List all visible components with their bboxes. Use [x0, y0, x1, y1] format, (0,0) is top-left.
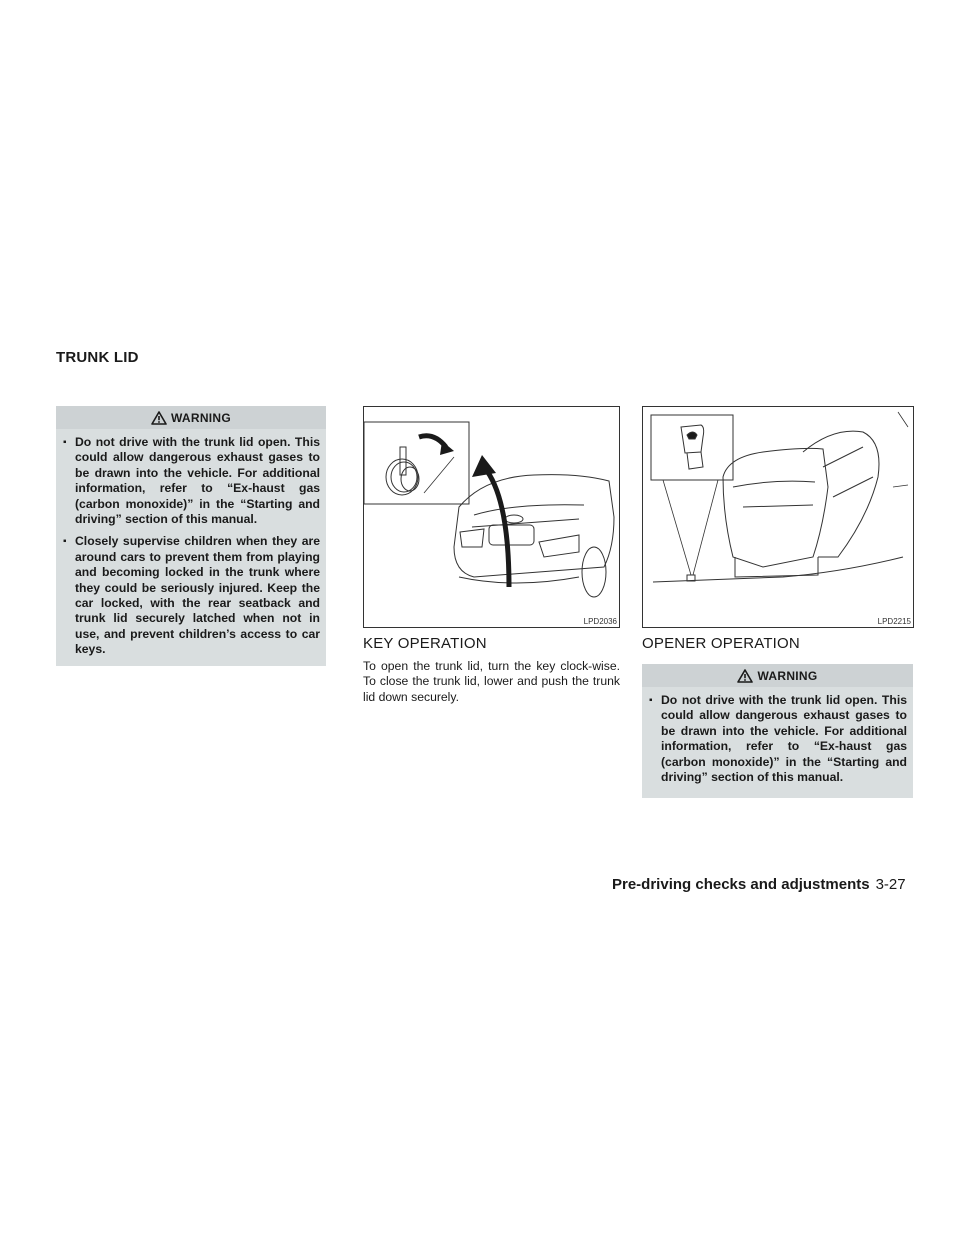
warning-header: [56, 406, 326, 429]
lid-open-arrow-icon: [472, 455, 509, 587]
warning-item: ▪ Do not drive with the trunk lid open. This could allow dangerous exhaust gases to be drawn into the vehicle. For additional information, refer to “Ex-haust gas (carbon monoxide)” in the “Starting and driving” section of this manual.: [62, 435, 320, 527]
seat-opener-illustration: [643, 407, 913, 627]
opener-operation-heading: OPENER OPERATION: [642, 635, 800, 652]
warning-heading: WARNING: [757, 668, 818, 683]
page-footer: [612, 876, 906, 893]
clockwise-arrow-icon: [419, 436, 454, 455]
figure-code: LPD2036: [583, 617, 617, 626]
warning-list: [56, 429, 326, 658]
key-car-illustration: [364, 407, 619, 627]
section-title: TRUNK LID: [56, 349, 139, 366]
warning-header: [642, 664, 913, 687]
car-rear-icon: [454, 475, 614, 597]
trunk-opener-lever-icon: [681, 425, 704, 469]
driver-seat-icon: [723, 431, 879, 577]
key-cylinder-icon: [386, 447, 419, 495]
figure-opener-operation: [642, 406, 914, 628]
warning-triangle-icon: [737, 669, 753, 683]
figure-code: LPD2215: [877, 617, 911, 626]
footer-page-number: 3-27: [875, 876, 906, 893]
warning-box-exhaust: [642, 664, 913, 798]
warning-triangle-icon: [151, 411, 167, 425]
footer-chapter: Pre-driving checks and adjustments: [612, 876, 870, 893]
key-operation-heading: KEY OPERATION: [363, 635, 487, 652]
warning-box-children: [56, 406, 326, 666]
warning-heading: WARNING: [170, 410, 232, 425]
warning-item: ▪ Closely supervise children when they are around cars to prevent them from playing and becoming locked in the trunk where they could be seriously injured. Keep the car locked, with the rear seatback and trunk lid securely latched when not in use, and prevent children’s access to car keys.: [62, 534, 320, 657]
figure-key-operation: [363, 406, 620, 628]
key-operation-text: To open the trunk lid, turn the key clock-wise. To close the trunk lid, lower and push the trunk lid down securely.: [363, 659, 620, 704]
warning-item: ▪ Do not drive with the trunk lid open. This could allow dangerous exhaust gases to be drawn into the vehicle. For additional information, refer to “Ex-haust gas (carbon monoxide)” in the “Starting and driving” section of this manual.: [648, 693, 907, 785]
warning-list: [642, 687, 913, 785]
